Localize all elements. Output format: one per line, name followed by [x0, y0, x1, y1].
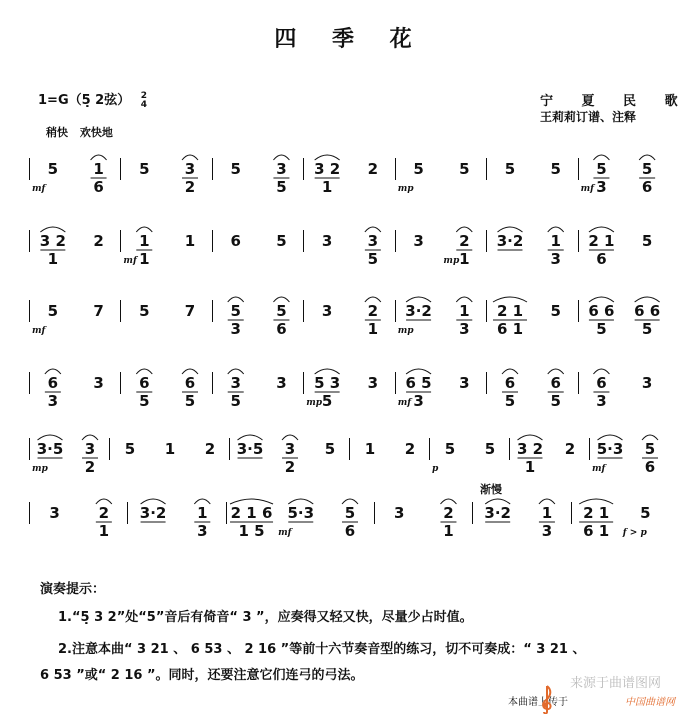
note-group: 6: [230, 232, 241, 250]
dynamic-marking: mf: [592, 464, 606, 474]
slur-mark: [194, 499, 210, 504]
barline: [303, 372, 304, 394]
slur-mark: [589, 227, 614, 232]
note-group: 5 6: [644, 440, 656, 476]
note-group: 3 2: [284, 440, 296, 476]
note-group: 3·2: [405, 302, 432, 320]
dynamic-marking: mf: [580, 184, 594, 194]
slur-mark: [493, 297, 527, 302]
slur-mark: [635, 297, 660, 302]
note-group: 3: [49, 504, 60, 522]
barline: [212, 372, 213, 394]
slur-mark: [642, 435, 658, 440]
slur-layer: [30, 148, 670, 188]
barline: [29, 502, 30, 524]
time-signature: [141, 92, 147, 110]
note-group: 3: [276, 374, 287, 392]
note-group: 5 6: [344, 504, 356, 540]
barline: [212, 300, 213, 322]
barline: [120, 300, 121, 322]
song-origin: 宁 夏 民 歌: [540, 94, 690, 109]
note-group: 3: [321, 302, 333, 320]
barline: [127, 502, 128, 524]
note-group: 6 5 3: [405, 374, 432, 410]
note-group: 2 1: [443, 504, 454, 540]
slur-mark: [365, 227, 381, 232]
note-group: 3: [321, 232, 333, 250]
note-group: 2 1 6 1: [583, 504, 610, 540]
note-group: 3 5: [230, 374, 241, 410]
slur-mark: [273, 155, 289, 160]
slur-mark: [579, 499, 613, 504]
dynamic-marking: mf: [123, 256, 137, 266]
note-group: 3·2: [484, 504, 511, 522]
barline: [29, 158, 30, 180]
watermark-site-logo: 中国曲谱网: [625, 697, 675, 708]
barline: [29, 438, 30, 460]
barline: [109, 438, 110, 460]
barline: [374, 502, 375, 524]
slur-mark: [136, 369, 152, 374]
note-group: 5: [324, 440, 336, 458]
barline: [395, 230, 396, 252]
barline: [578, 372, 579, 394]
note-group: 6 3: [596, 374, 607, 410]
note-group: 6 6 5: [634, 302, 661, 338]
dynamic-marking: mp: [397, 184, 414, 194]
note-group: 3·5: [36, 440, 64, 458]
note-group: 5: [413, 160, 424, 178]
note-group: 3 5: [276, 160, 287, 196]
note-group: 5 6: [276, 302, 287, 338]
note-group: 6 6 5: [588, 302, 615, 338]
note-group: 5: [230, 160, 241, 178]
note-group: 6 5: [139, 374, 150, 410]
slur-mark: [315, 369, 340, 374]
note-group: 6 3: [47, 374, 59, 410]
barline: [303, 158, 304, 180]
barline: [486, 230, 487, 252]
barline: [486, 372, 487, 394]
note-group: 2: [564, 440, 576, 458]
slur-mark: [273, 297, 289, 302]
note-group: 5: [459, 160, 470, 178]
slur-mark: [589, 297, 614, 302]
note-group: 2 1 6 1: [496, 302, 524, 338]
slur-mark: [342, 499, 358, 504]
slur-mark: [40, 227, 65, 232]
note-group: 5·3: [287, 504, 315, 522]
key-signature-text: 1=G（5̣ 2弦）: [38, 93, 131, 108]
dynamic-marking: mp: [443, 256, 460, 266]
time-signature-top: 2: [140, 90, 148, 101]
slur-mark: [440, 499, 456, 504]
slur-mark: [228, 297, 244, 302]
note-group: 1: [364, 440, 376, 458]
slur-layer: [30, 220, 670, 260]
slur-mark: [230, 499, 273, 504]
note-group: 5·3: [596, 440, 624, 458]
slur-mark: [539, 499, 555, 504]
note-group: 7: [93, 302, 104, 320]
barline: [571, 502, 572, 524]
note-group: 2 1 6: [588, 232, 615, 268]
slur-mark: [182, 369, 198, 374]
note-group: 1 3: [459, 302, 470, 338]
note-group: 2: [367, 160, 379, 178]
note-group: 1: [184, 232, 196, 250]
watermark-source: 来源于曲谱图网: [570, 676, 662, 691]
note-group: 1 3: [550, 232, 561, 268]
note-group: 3: [394, 504, 405, 522]
note-group: 5: [276, 232, 287, 250]
note-group: 3 5: [367, 232, 379, 268]
slur-mark: [315, 155, 340, 160]
staff-row: [30, 290, 670, 338]
slur-mark: [456, 227, 472, 232]
note-group: 3 2 1: [314, 160, 341, 196]
barline: [589, 438, 590, 460]
note-group: 5: [504, 160, 516, 178]
slur-mark: [456, 297, 472, 302]
slur-mark: [82, 435, 98, 440]
note-group: 5: [139, 302, 150, 320]
slur-mark: [498, 227, 523, 232]
note-group: 3: [93, 374, 104, 392]
performance-tip-2a: 2.注意本曲“ 3 21 、 6 53 、 2 16 ”等前十六节奏音型的练习，切不可奏成：“ 3 21 、: [58, 642, 586, 657]
note-group: 5: [550, 302, 561, 320]
barline: [509, 438, 510, 460]
note-group: 5: [444, 440, 456, 458]
slur-layer: [30, 362, 670, 402]
barline: [303, 300, 304, 322]
note-group: 3 2: [84, 440, 96, 476]
slur-mark: [238, 435, 263, 440]
barline: [29, 372, 30, 394]
dynamic-marking: mf: [32, 184, 46, 194]
note-group: 3: [459, 374, 470, 392]
note-group: 2 1: [367, 302, 379, 338]
staff-row: [30, 220, 670, 268]
slur-mark: [593, 369, 609, 374]
dynamic-marking: mf: [397, 398, 412, 408]
note-group: 5: [124, 440, 136, 458]
dynamic-marking: mp: [397, 326, 414, 336]
dynamic-marking: mf: [278, 528, 292, 538]
slur-mark: [598, 435, 623, 440]
note-group: 2 1: [98, 504, 110, 540]
slur-mark: [182, 155, 198, 160]
note-group: 2 1: [459, 232, 470, 268]
slur-mark: [548, 227, 564, 232]
note-group: 3 2 1: [516, 440, 544, 476]
note-group: 1 6: [93, 160, 104, 196]
slur-mark: [548, 369, 564, 374]
slur-mark: [502, 369, 518, 374]
note-group: 3: [641, 374, 653, 392]
performance-tips-heading: 演奏提示：: [40, 582, 106, 597]
note-group: 2: [93, 232, 104, 250]
note-group: 5: [139, 160, 150, 178]
slur-mark: [38, 435, 63, 440]
barline: [578, 158, 579, 180]
dynamic-marking: p: [432, 464, 439, 474]
note-group: 5 3: [596, 160, 607, 196]
note-group: 1: [164, 440, 176, 458]
slur-mark: [45, 369, 61, 374]
staff-row: [30, 492, 670, 540]
note-group: 5: [550, 160, 561, 178]
note-group: 1 1: [139, 232, 150, 268]
slur-mark: [91, 155, 107, 160]
slur-mark: [282, 435, 298, 440]
note-group: 5: [47, 302, 59, 320]
staff-row: [30, 428, 670, 476]
barline: [226, 502, 227, 524]
note-group: 5: [640, 504, 651, 522]
tempo-marking: 稍快 欢快地: [46, 126, 113, 139]
note-group: 5 6: [641, 160, 653, 196]
performance-tip-1: 1.“5̣ 3 2”处“5”音后有倚音“ 3 ”，应奏得又轻又快，尽量少占时值。: [58, 610, 473, 625]
barline: [120, 230, 121, 252]
slur-mark: [288, 499, 313, 504]
ritardando-marking: 渐慢: [480, 483, 502, 496]
footer-upload-note: 本曲谱上传于: [508, 697, 568, 708]
barline: [212, 158, 213, 180]
note-group: 3: [413, 232, 424, 250]
barline: [429, 438, 430, 460]
dynamic-marking: mp: [306, 398, 323, 408]
dynamic-marking: mp: [32, 464, 48, 474]
staff-row: [30, 148, 670, 196]
note-group: 5 3: [230, 302, 241, 338]
slur-layer: [30, 428, 670, 468]
editor-credit: 王莉莉订谱、注释: [540, 110, 637, 124]
note-group: 6 5: [550, 374, 561, 410]
barline: [578, 230, 579, 252]
note-group: 1 3: [197, 504, 208, 540]
barline: [486, 158, 487, 180]
barline: [120, 372, 121, 394]
barline: [395, 300, 396, 322]
barline: [395, 158, 396, 180]
note-group: 2: [404, 440, 416, 458]
barline: [29, 300, 30, 322]
barline: [120, 158, 121, 180]
barline: [486, 300, 487, 322]
slur-layer: [30, 492, 670, 532]
note-group: 5 3 5: [314, 374, 341, 410]
slur-mark: [96, 499, 112, 504]
slur-mark: [406, 297, 431, 302]
page-title: 四 季 花: [274, 26, 426, 52]
note-group: 5: [641, 232, 653, 250]
time-signature-bottom: 4: [140, 99, 148, 110]
treble-clef-icon: [538, 684, 556, 714]
note-group: 3·2: [496, 232, 524, 250]
note-group: 5: [47, 160, 59, 178]
staff-row: [30, 362, 670, 410]
note-group: 3: [367, 374, 379, 392]
note-group: 3 2 1: [39, 232, 66, 268]
note-group: 2: [204, 440, 216, 458]
note-group: 1 3: [541, 504, 553, 540]
note-group: 6 5: [184, 374, 196, 410]
barline: [472, 502, 473, 524]
barline: [212, 230, 213, 252]
slur-mark: [639, 155, 655, 160]
slur-mark: [228, 369, 244, 374]
key-signature: [38, 89, 147, 110]
note-group: 6 5: [504, 374, 516, 410]
barline: [395, 372, 396, 394]
barline: [349, 438, 350, 460]
barline: [29, 230, 30, 252]
note-group: 2 1 6 1 5: [230, 504, 273, 540]
performance-tip-2b: 6 53 ”或“ 2 16 ”。同时，还要注意它们连弓的弓法。: [40, 668, 364, 683]
slur-mark: [593, 155, 609, 160]
slur-mark: [485, 499, 510, 504]
slur-mark: [365, 297, 381, 302]
barline: [229, 438, 230, 460]
barline: [578, 300, 579, 322]
note-group: 3·5: [236, 440, 264, 458]
slur-mark: [518, 435, 543, 440]
note-group: 5: [484, 440, 496, 458]
slur-mark: [136, 227, 152, 232]
slur-layer: [30, 290, 670, 330]
dynamic-marking: mf: [32, 326, 46, 336]
note-group: 3 2: [184, 160, 196, 196]
note-group: 3·2: [139, 504, 167, 522]
slur-mark: [406, 369, 431, 374]
slur-mark: [141, 499, 166, 504]
dynamic-marking: f > p: [622, 528, 647, 538]
note-group: 7: [184, 302, 196, 320]
barline: [303, 230, 304, 252]
